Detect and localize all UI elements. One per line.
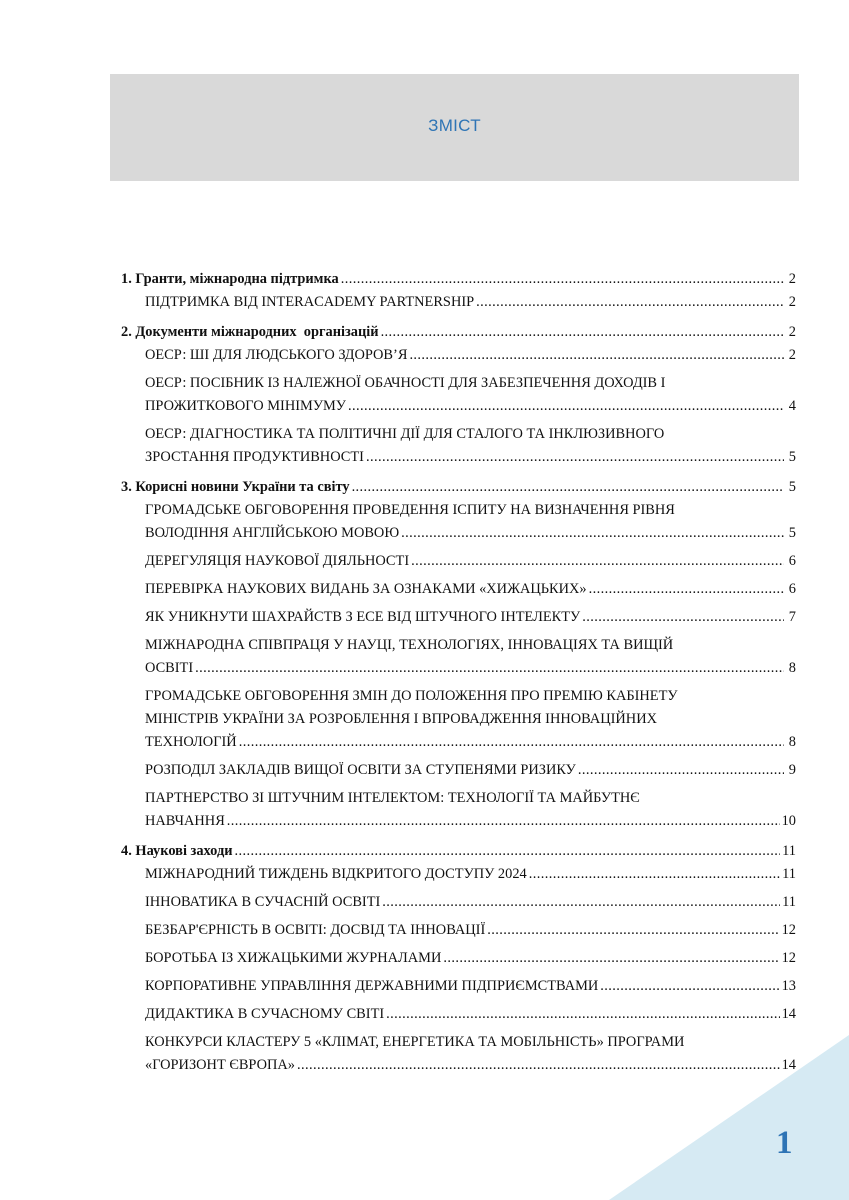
toc-entry-text: БОРОТЬБА ІЗ ХИЖАЦЬКИМИ ЖУРНАЛАМИ xyxy=(145,950,442,966)
toc-entry-text-line: МІНІСТРІВ УКРАЇНИ ЗА РОЗРОБЛЕННЯ І ВПРОВАДЖЕННЯ ІННОВАЦІЙНИХ xyxy=(145,711,657,727)
toc-entry-text: 3. Корисні новини України та світу xyxy=(121,479,350,495)
dot-leader xyxy=(600,975,779,998)
dot-leader xyxy=(411,550,784,573)
dot-leader xyxy=(381,321,784,344)
toc-entry-text: БЕЗБАР'ЄРНІСТЬ В ОСВІТІ: ДОСВІД ТА ІННОВАЦІЇ xyxy=(145,922,486,938)
toc-header-band xyxy=(110,74,799,181)
toc-entry-text: ТЕХНОЛОГІЙ xyxy=(145,734,237,750)
toc-entry-text: ЗРОСТАННЯ ПРОДУКТИВНОСТІ xyxy=(145,449,364,465)
dot-leader xyxy=(348,395,784,418)
dot-leader xyxy=(382,891,780,914)
dot-leader xyxy=(195,657,784,680)
toc-entry-text-line: КОНКУРСИ КЛАСТЕРУ 5 «КЛІМАТ, ЕНЕРГЕТИКА ТА МОБІЛЬНІСТЬ» ПРОГРАМИ xyxy=(145,1034,685,1050)
toc-page-number: 9 xyxy=(788,762,796,778)
toc-entry-text: ЯК УНИКНУТИ ШАХРАЙСТВ З ЕСЕ ВІД ШТУЧНОГО ІНТЕЛЕКТУ xyxy=(145,609,581,625)
toc-section-2[interactable] xyxy=(121,321,796,344)
toc-entry-text-line: ГРОМАДСЬКЕ ОБГОВОРЕННЯ ПРОВЕДЕННЯ ІСПИТУ НА ВИЗНАЧЕННЯ РІВНЯ xyxy=(145,502,675,518)
dot-leader xyxy=(578,759,784,782)
toc-entry-text: ДЕРЕГУЛЯЦІЯ НАУКОВОЇ ДІЯЛЬНОСТІ xyxy=(145,553,410,569)
toc-page-number: 12 xyxy=(781,922,796,938)
toc-page-number: 11 xyxy=(782,843,796,859)
page-number: 1 xyxy=(776,1125,793,1161)
toc-page-number: 2 xyxy=(788,271,796,287)
toc-entry-text-line: МІЖНАРОДНА СПІВПРАЦЯ У НАУЦІ, ТЕХНОЛОГІЯХ, ІННОВАЦІЯХ ТА ВИЩІЙ xyxy=(145,637,674,653)
dot-leader xyxy=(529,863,780,886)
dot-leader xyxy=(409,344,784,367)
toc-entry[interactable] xyxy=(121,634,796,680)
toc-entry-text: ПІДТРИМКА ВІД INTERACADEMY PARTNERSHIP xyxy=(145,294,475,310)
toc-section-1[interactable] xyxy=(121,268,796,291)
toc-page-number: 5 xyxy=(788,525,796,541)
toc-entry[interactable] xyxy=(121,685,796,754)
toc-entry[interactable] xyxy=(121,550,796,573)
toc-page-number: 2 xyxy=(788,294,796,310)
toc-entry[interactable] xyxy=(121,891,796,914)
toc-entry-text: 4. Наукові заходи xyxy=(121,843,233,859)
toc-page-number: 4 xyxy=(788,398,796,414)
toc-page-number: 2 xyxy=(788,347,796,363)
dot-leader xyxy=(589,578,784,601)
corner-triangle-decoration xyxy=(609,1035,849,1200)
toc-entry-text: ІННОВАТИКА В СУЧАСНІЙ ОСВІТІ xyxy=(145,894,381,910)
toc-entry-text: РОЗПОДІЛ ЗАКЛАДІВ ВИЩОЇ ОСВІТИ ЗА СТУПЕНЯМИ РИЗИКУ xyxy=(145,762,576,778)
toc-entry[interactable] xyxy=(121,499,796,545)
toc-entry[interactable] xyxy=(121,423,796,469)
dot-leader xyxy=(352,476,784,499)
toc-page-number: 6 xyxy=(788,553,796,569)
toc-page-number: 13 xyxy=(781,978,796,994)
toc-page-number: 2 xyxy=(788,324,796,340)
toc-entry-text-line: ПАРТНЕРСТВО ЗІ ШТУЧНИМ ІНТЕЛЕКТОМ: ТЕХНОЛОГІЇ ТА МАЙБУТНЄ xyxy=(145,790,640,806)
toc-entry-text-line: ОЕСР: ПОСІБНИК ІЗ НАЛЕЖНОЇ ОБАЧНОСТІ ДЛЯ ЗАБЕЗПЕЧЕННЯ ДОХОДІВ І xyxy=(145,375,666,391)
toc-entry[interactable] xyxy=(121,344,796,367)
toc-entry-text: НАВЧАННЯ xyxy=(145,813,225,829)
toc-entry-text: МІЖНАРОДНИЙ ТИЖДЕНЬ ВІДКРИТОГО ДОСТУПУ 2024 xyxy=(145,866,527,882)
dot-leader xyxy=(239,731,784,754)
dot-leader xyxy=(476,291,784,314)
toc-page-number: 8 xyxy=(788,734,796,750)
dot-leader xyxy=(341,268,784,291)
dot-leader xyxy=(227,810,780,833)
toc-page-number: 11 xyxy=(782,866,796,882)
toc-page-number: 5 xyxy=(788,449,796,465)
toc-page-number: 14 xyxy=(781,1057,796,1073)
toc-title: ЗМІСТ xyxy=(428,116,481,135)
table-of-contents xyxy=(121,268,796,1077)
toc-entry[interactable] xyxy=(121,759,796,782)
toc-entry[interactable] xyxy=(121,975,796,998)
toc-entry-text: «ГОРИЗОНТ ЄВРОПА» xyxy=(145,1057,295,1073)
toc-entry-text: 1. Гранти, міжнародна підтримка xyxy=(121,271,339,287)
dot-leader xyxy=(487,919,779,942)
toc-entry-text: ДИДАКТИКА В СУЧАСНОМУ СВІТІ xyxy=(145,1006,385,1022)
toc-entry-text: ПЕРЕВІРКА НАУКОВИХ ВИДАНЬ ЗА ОЗНАКАМИ «ХИЖАЦЬКИХ» xyxy=(145,581,587,597)
toc-entry[interactable] xyxy=(121,606,796,629)
toc-entry[interactable] xyxy=(121,1003,796,1026)
toc-entry-text: КОРПОРАТИВНЕ УПРАВЛІННЯ ДЕРЖАВНИМИ ПІДПРИЄМСТВАМИ xyxy=(145,978,599,994)
toc-entry-text: ОЕСР: ШІ ДЛЯ ЛЮДСЬКОГО ЗДОРОВ’Я xyxy=(145,347,408,363)
toc-entry-text: ПРОЖИТКОВОГО МІНІМУМУ xyxy=(145,398,346,414)
toc-entry[interactable] xyxy=(121,863,796,886)
toc-entry-text: 2. Документи міжнародних організацій xyxy=(121,324,379,340)
toc-entry[interactable] xyxy=(121,291,796,314)
toc-section-4[interactable] xyxy=(121,840,796,863)
toc-entry[interactable] xyxy=(121,578,796,601)
toc-page-number: 11 xyxy=(782,894,796,910)
toc-entry[interactable] xyxy=(121,919,796,942)
toc-entry-text: ОСВІТІ xyxy=(145,660,194,676)
toc-page-number: 5 xyxy=(788,479,796,495)
dot-leader xyxy=(401,522,784,545)
toc-entry-text-line: ГРОМАДСЬКЕ ОБГОВОРЕННЯ ЗМІН ДО ПОЛОЖЕННЯ ПРО ПРЕМІЮ КАБІНЕТУ xyxy=(145,688,678,704)
toc-page-number: 6 xyxy=(788,581,796,597)
dot-leader xyxy=(235,840,781,863)
toc-entry-text-line: ОЕСР: ДІАГНОСТИКА ТА ПОЛІТИЧНІ ДІЇ ДЛЯ СТАЛОГО ТА ІНКЛЮЗИВНОГО xyxy=(145,426,665,442)
toc-entry[interactable] xyxy=(121,372,796,418)
dot-leader xyxy=(582,606,784,629)
dot-leader xyxy=(366,446,784,469)
toc-page-number: 12 xyxy=(781,950,796,966)
toc-entry[interactable] xyxy=(121,787,796,833)
toc-page-number: 14 xyxy=(781,1006,796,1022)
dot-leader xyxy=(443,947,779,970)
toc-entry[interactable] xyxy=(121,947,796,970)
toc-page-number: 10 xyxy=(781,813,796,829)
toc-entry-text: ВОЛОДІННЯ АНГЛІЙСЬКОЮ МОВОЮ xyxy=(145,525,400,541)
toc-section-3[interactable] xyxy=(121,476,796,499)
toc-page-number: 7 xyxy=(788,609,796,625)
dot-leader xyxy=(386,1003,779,1026)
toc-page-number: 8 xyxy=(788,660,796,676)
